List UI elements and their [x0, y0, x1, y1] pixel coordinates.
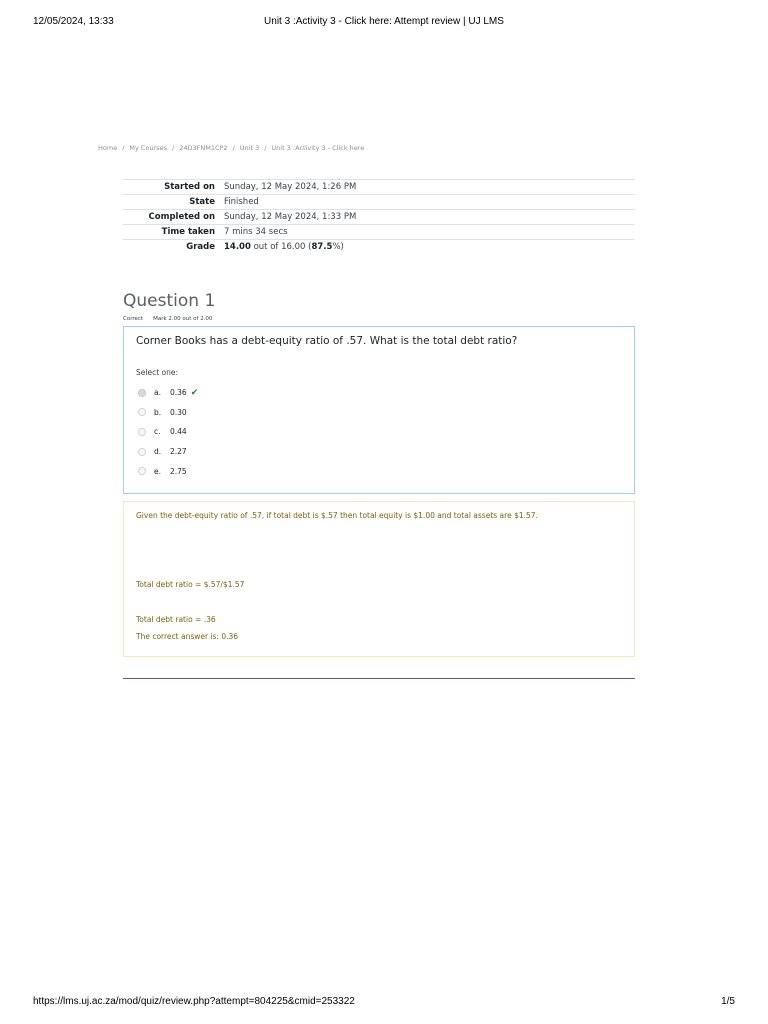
summary-row-state — [123, 195, 635, 210]
correct-answer-text: The correct answer is: 0.36 — [136, 632, 239, 641]
question-content — [123, 326, 635, 494]
grade-label: Grade — [186, 242, 215, 253]
question-status: Correct — [123, 316, 144, 322]
option-letter: c. — [154, 427, 161, 437]
answer-option-d[interactable] — [138, 442, 198, 462]
print-datetime: 12/05/2024, 13:33 — [33, 16, 114, 27]
breadcrumb — [98, 144, 364, 152]
attempt-summary-table — [123, 179, 635, 255]
breadcrumb-my-courses[interactable]: My Courses — [129, 144, 168, 152]
print-footer — [0, 996, 768, 1010]
grade-value — [224, 240, 635, 255]
option-letter: d. — [154, 447, 162, 457]
print-url: https://lms.uj.ac.za/mod/quiz/review.php?attempt=804225&cmid=253322 — [33, 996, 355, 1007]
print-title: Unit 3 :Activity 3 - Click here: Attempt review | UJ LMS — [264, 16, 504, 27]
answer-option-e[interactable] — [138, 461, 198, 481]
answer-options — [138, 383, 198, 481]
question-info — [123, 316, 212, 322]
option-value: 2.75 — [170, 466, 187, 476]
option-letter: a. — [154, 388, 161, 398]
feedback-formula: Total debt ratio = $.57/$1.57 — [136, 580, 245, 589]
breadcrumb-separator: / — [264, 144, 267, 152]
time-value: 7 mins 34 secs — [224, 227, 288, 237]
grade-percent: 87.5 — [311, 242, 333, 253]
summary-row-time — [123, 225, 635, 240]
completed-value: Sunday, 12 May 2024, 1:33 PM — [224, 212, 357, 222]
radio-button[interactable] — [138, 408, 146, 416]
breadcrumb-course[interactable]: 24D3FNM1CP2 — [179, 144, 228, 152]
started-label: Started on — [164, 182, 215, 192]
completed-label: Completed on — [148, 212, 215, 222]
radio-button[interactable] — [138, 428, 146, 436]
feedback-box — [123, 501, 635, 657]
answer-option-a[interactable] — [138, 383, 198, 403]
print-header — [0, 16, 768, 30]
time-label: Time taken — [161, 227, 215, 237]
state-label: State — [189, 197, 215, 207]
breadcrumb-activity[interactable]: Unit 3 :Activity 3 - Click here — [271, 144, 365, 152]
radio-button[interactable] — [138, 448, 146, 456]
summary-row-completed — [123, 210, 635, 225]
select-one-label: Select one: — [136, 368, 179, 377]
breadcrumb-separator: / — [232, 144, 235, 152]
question-mark: Mark 2.00 out of 2.00 — [153, 316, 213, 322]
option-letter: e. — [154, 466, 161, 476]
option-value: 2.27 — [170, 447, 187, 457]
question-number: Question 1 — [123, 291, 216, 311]
breadcrumb-separator: / — [122, 144, 125, 152]
grade-end: %) — [332, 242, 344, 253]
state-value: Finished — [224, 197, 259, 207]
radio-selected[interactable] — [138, 389, 146, 397]
question-divider — [123, 678, 635, 679]
breadcrumb-home[interactable]: Home — [98, 144, 118, 152]
question-text: Corner Books has a debt-equity ratio of .57. What is the total debt ratio? — [136, 335, 518, 347]
option-value: 0.30 — [170, 407, 187, 417]
correct-check-icon: ✔ — [190, 387, 199, 398]
option-value: 0.44 — [170, 427, 187, 437]
grade-score: 14.00 — [224, 242, 251, 253]
radio-button[interactable] — [138, 467, 146, 475]
feedback-explanation: Given the debt-equity ratio of .57, if total debt is $.57 then total equity is $1.00 and total assets are $1.57. — [136, 511, 538, 520]
print-page-number: 1/5 — [721, 996, 735, 1007]
started-value: Sunday, 12 May 2024, 1:26 PM — [224, 182, 357, 192]
grade-middle: out of 16.00 ( — [250, 242, 312, 253]
summary-row-started — [123, 180, 635, 195]
option-letter: b. — [154, 407, 162, 417]
breadcrumb-separator: / — [172, 144, 175, 152]
answer-option-c[interactable] — [138, 422, 198, 442]
summary-row-grade — [123, 240, 635, 255]
answer-option-b[interactable] — [138, 403, 198, 423]
breadcrumb-unit[interactable]: Unit 3 — [239, 144, 260, 152]
feedback-result: Total debt ratio = .36 — [136, 615, 216, 624]
option-value: 0.36 — [170, 388, 187, 398]
